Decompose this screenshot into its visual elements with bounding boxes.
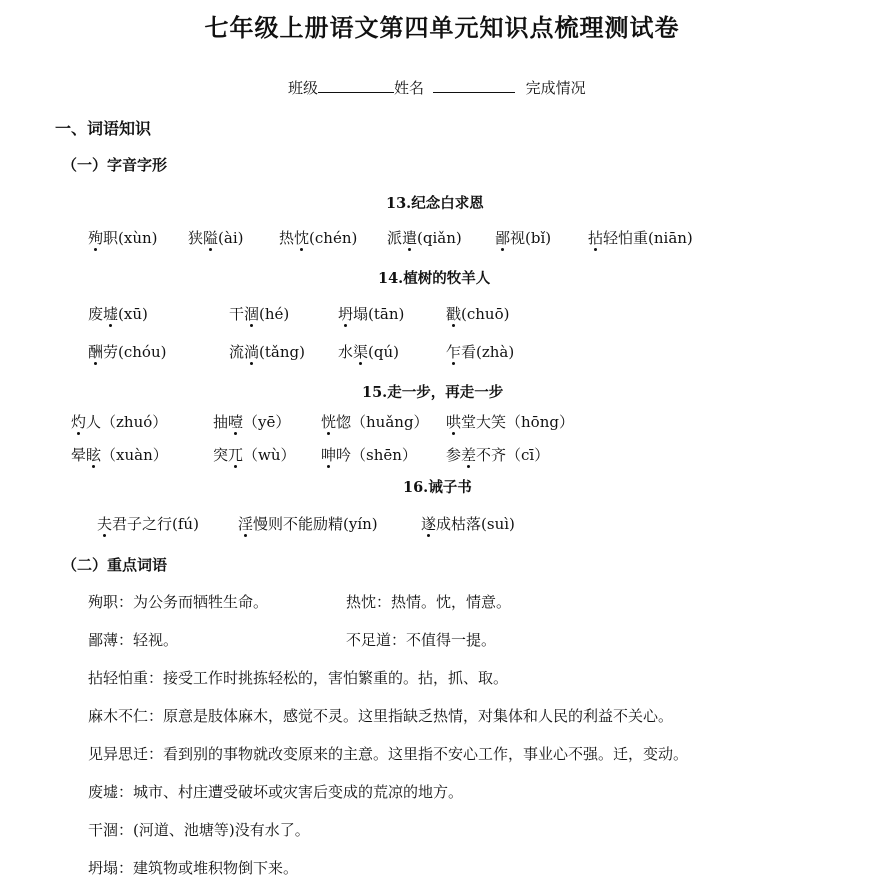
word-item: 流淌(tǎng) xyxy=(229,343,305,361)
definition-item: 见异思迁：看到别的事物就改变原来的主意。这里指不安心工作，事业心不强。迁，变动。 xyxy=(88,745,689,763)
word-item: 狭隘(ài) xyxy=(188,229,244,247)
status-label: 完成情况 xyxy=(525,79,586,97)
word-item: 夫君子之行(fú) xyxy=(97,515,199,533)
subsection-pronunciation-heading: （一）字音字形 xyxy=(62,156,168,174)
word-item: 派遣(qiǎn) xyxy=(387,229,462,247)
lesson-14-heading: 14.植树的牧羊人 xyxy=(378,270,491,287)
word-item: 参差不齐（cī） xyxy=(446,446,550,464)
word-item: 哄堂大笑（hōng） xyxy=(446,413,574,431)
word-item: 坍塌(tān) xyxy=(338,305,405,323)
word-item: 鄙视(bǐ) xyxy=(495,229,552,247)
definition-item: 热忱：热情。忱，情意。 xyxy=(346,593,512,611)
definition-item: 麻木不仁：原意是肢体麻木，感觉不灵。这里指缺乏热情，对集体和人民的利益不关心。 xyxy=(88,707,674,725)
definition-item: 拈轻怕重：接受工作时挑拣轻松的，害怕繁重的。拈，抓、取。 xyxy=(88,669,509,687)
word-item: 拈轻怕重(niān) xyxy=(588,229,693,247)
lesson-16-heading: 16.诫子书 xyxy=(403,479,472,496)
definition-item: 坍塌：建筑物或堆积物倒下来。 xyxy=(88,859,299,877)
word-item: 遂成枯落(suì) xyxy=(421,515,515,533)
definition-item: 不足道：不值得一提。 xyxy=(346,631,497,649)
lesson-13-heading: 13.纪念白求恩 xyxy=(386,195,484,212)
name-blank[interactable] xyxy=(433,78,515,93)
word-item: 抽噎（yē） xyxy=(213,413,291,431)
word-item: 晕眩（xuàn） xyxy=(71,446,168,464)
section-vocabulary-heading: 一、词语知识 xyxy=(55,119,152,138)
definition-item: 鄙薄：轻视。 xyxy=(88,631,179,649)
lesson-15-heading: 15.走一步，再走一步 xyxy=(362,384,504,401)
word-item: 酬劳(chóu) xyxy=(88,343,167,361)
name-label: 姓名 xyxy=(394,79,425,97)
class-label: 班级 xyxy=(288,79,319,97)
page-title: 七年级上册语文第四单元知识点梳理测试卷 xyxy=(204,13,680,42)
word-item: 突兀（wù） xyxy=(213,446,296,464)
definition-item: 废墟：城市、村庄遭受破坏或灾害后变成的荒凉的地方。 xyxy=(88,783,464,801)
word-item: 水渠(qú) xyxy=(338,343,399,361)
word-item: 灼人（zhuó） xyxy=(71,413,168,431)
word-item: 热忱(chén) xyxy=(279,229,358,247)
student-info-line xyxy=(288,77,586,98)
word-item: 淫慢则不能励精(yín) xyxy=(238,515,378,533)
word-item: 恍惚（huǎng） xyxy=(321,413,429,431)
subsection-key-words-heading: （二）重点词语 xyxy=(62,556,168,574)
word-item: 干涸(hé) xyxy=(229,305,290,323)
word-item: 殉职(xùn) xyxy=(88,229,158,247)
word-item: 戳(chuō) xyxy=(446,305,510,323)
word-item: 废墟(xū) xyxy=(88,305,148,323)
definition-item: 干涸：(河道、池塘等)没有水了。 xyxy=(88,821,310,839)
definition-item: 殉职：为公务而牺牲生命。 xyxy=(88,593,269,611)
word-item: 乍看(zhà) xyxy=(446,343,515,361)
word-item: 呻吟（shēn） xyxy=(321,446,417,464)
class-blank[interactable] xyxy=(318,78,394,93)
